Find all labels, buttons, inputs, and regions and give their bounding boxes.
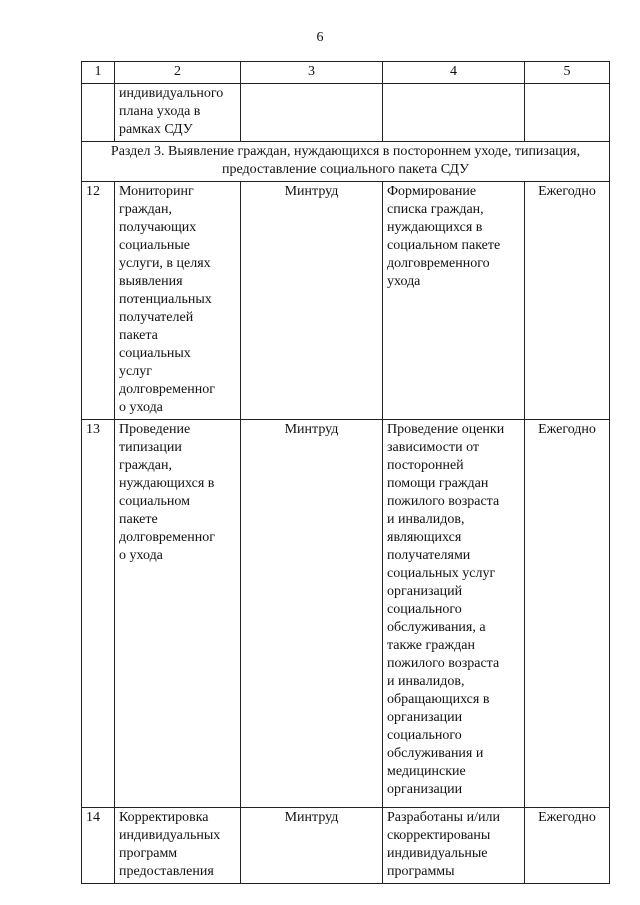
continuation-result [383, 84, 525, 142]
section-row [82, 142, 610, 182]
table-header-row [82, 62, 610, 84]
row-action: Мониторинг граждан, получающих социальные услуги, в целях выявления потенциальных получателей пакета социальных услуг долговременног о ухода [115, 182, 241, 420]
row-period: Ежегодно [525, 808, 610, 884]
table-row [82, 182, 610, 420]
row-executor: Минтруд [241, 182, 383, 420]
row-executor: Минтруд [241, 420, 383, 808]
table-row [82, 808, 610, 884]
table-row [82, 420, 610, 808]
row-executor: Минтруд [241, 808, 383, 884]
row-result: Разработаны и/или скорректированы индивидуальные программы [383, 808, 525, 884]
header-col-1: 1 [82, 62, 115, 84]
row-result: Проведение оценки зависимости от посторонней помощи граждан пожилого возраста и инвалидов, являющихся получателями социальных услуг организаций социального обслуживания, а также граждан пожилого возраста и инвалидов, обращающихся в организации социального обслуживания и медицинские организации [383, 420, 525, 808]
row-number: 14 [82, 808, 115, 884]
header-col-5: 5 [525, 62, 610, 84]
row-period: Ежегодно [525, 182, 610, 420]
row-number: 13 [82, 420, 115, 808]
continuation-row [82, 84, 610, 142]
row-number: 12 [82, 182, 115, 420]
section-3-title: Раздел 3. Выявление граждан, нуждающихся в постороннем уходе, типизация, предоставление социального пакета СДУ [82, 142, 610, 182]
row-result: Формирование списка граждан, нуждающихся в социальном пакете долговременного ухода [383, 182, 525, 420]
continuation-executor [241, 84, 383, 142]
continuation-action: индивидуального плана ухода в рамках СДУ [115, 84, 241, 142]
plan-table [81, 61, 610, 884]
header-col-3: 3 [241, 62, 383, 84]
header-col-2: 2 [115, 62, 241, 84]
row-period: Ежегодно [525, 420, 610, 808]
continuation-num [82, 84, 115, 142]
page-number: 6 [316, 30, 324, 45]
row-action: Проведение типизации граждан, нуждающихся в социальном пакете долговременног о ухода [115, 420, 241, 808]
row-action: Корректировка индивидуальных программ предоставления [115, 808, 241, 884]
continuation-period [525, 84, 610, 142]
header-col-4: 4 [383, 62, 525, 84]
